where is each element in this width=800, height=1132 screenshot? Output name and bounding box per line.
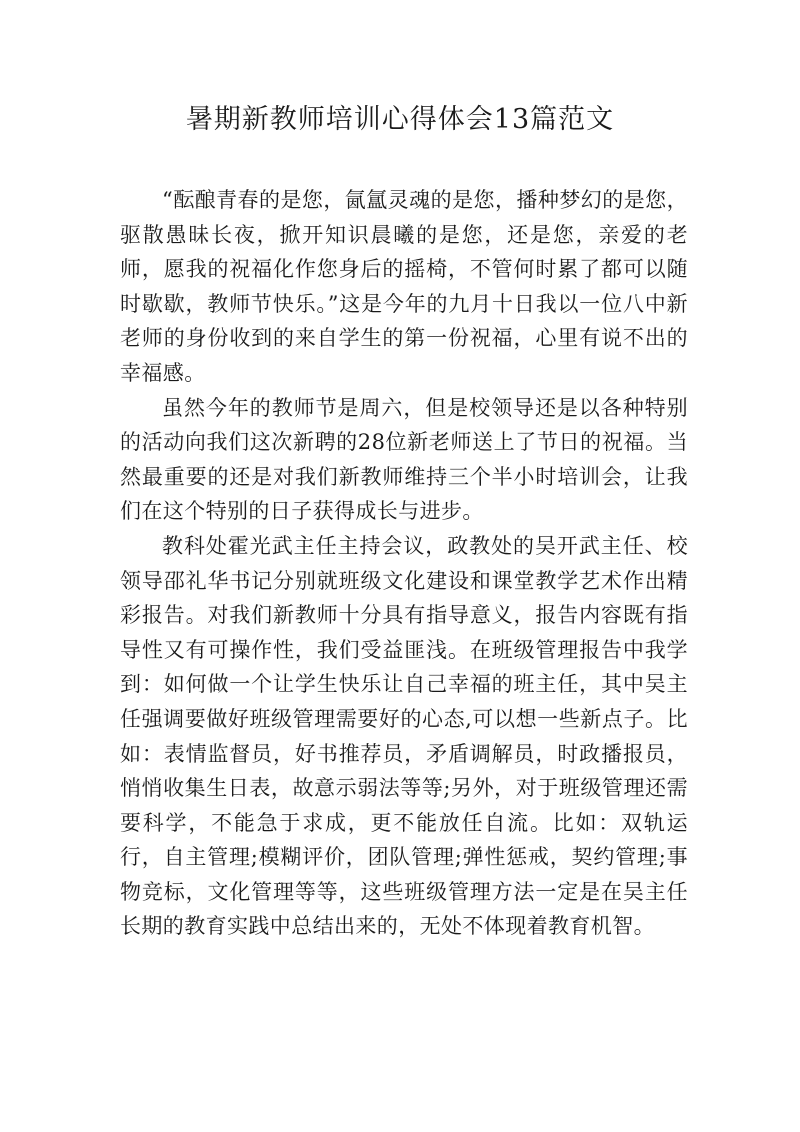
paragraph-2: 虽然今年的教师节是周六，但是校领导还是以各种特别的活动向我们这次新聘的28位新老师送上了节日的祝福。当然最重要的还是对我们新教师维持三个半小时培训会，让我们在这个特别的日子获得成长与进步。 (120, 395, 688, 524)
paragraph-3: 教科处霍光武主任主持会议，政教处的吴开武主任、校领导邵礼华书记分别就班级文化建设和课堂教学艺术作出精彩报告。对我们新教师十分具有指导意义，报告内容既有指导性又有可操作性，我们受益匪浅。在班级管理报告中我学到：如何做一个让学生快乐让自己幸福的班主任，其中吴主任强调要做好班级管理需要好的心态,可以想一些新点子。比如：表情监督员，好书推荐员，矛盾调解员，时政播报员，悄悄收集生日表，故意示弱法等等;另外，对于班级管理还需要科学，不能急于求成，更不能放任自流。比如：双轨运行，自主管理;模糊评价，团队管理;弹性惩戒，契约管理;事物竞标，文化管理等等，这些班级管理方法一定是在吴主任长期的教育实践中总结出来的，无处不体现着教育机智。 (120, 533, 688, 939)
document-title: 暑期新教师培训心得体会13篇范文 (185, 104, 615, 135)
document-body (120, 183, 688, 944)
paragraph-1: “酝酿青春的是您，氤氲灵魂的是您，播种梦幻的是您，驱散愚昧长夜，掀开知识晨曦的是您，还是您，亲爱的老师，愿我的祝福化作您身后的摇椅，不管何时累了都可以随时歇歇，教师节快乐。”这是今年的九月十日我以一位八中新老师的身份收到的来自学生的第一份祝福，心里有说不出的幸福感。 (120, 188, 688, 385)
